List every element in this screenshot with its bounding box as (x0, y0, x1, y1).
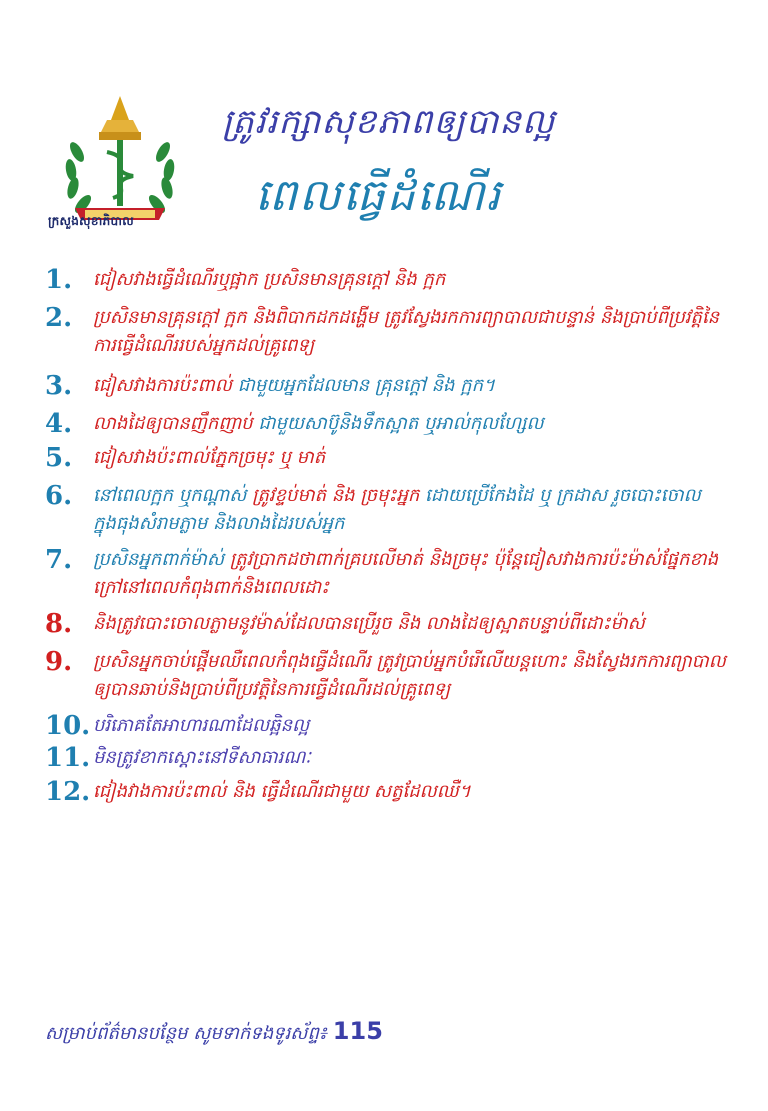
item-text (45, 648, 735, 704)
item-number: 6. (45, 481, 73, 511)
item-number: 8. (45, 609, 73, 639)
list-item (45, 610, 735, 638)
item-text (45, 266, 735, 294)
item-text (45, 482, 735, 538)
item-text-segment: នៅពេលក្អក ឬកណ្តាស់ (93, 485, 253, 506)
list-item (45, 744, 735, 772)
item-text-segment: ជៀសវាងប៉ះពាល់ភ្នែកច្រមុះ ឬ មាត់ (93, 447, 326, 468)
item-text-segment: ដោយប្រើកែងដៃ ឬ ក្រដាស រួចបោះចោលក្នុងធុងសំរាមភ្លាម និងលាងដៃរបស់អ្នក (93, 485, 701, 534)
item-text (45, 304, 735, 360)
item-number: 10. (45, 711, 91, 741)
item-number: 11. (45, 743, 91, 773)
item-number: 2. (45, 303, 73, 333)
hotline-number: 115 (332, 1017, 383, 1045)
advice-list (45, 258, 735, 806)
item-text-segment: ត្រូវខ្ទប់មាត់ និង ច្រមុះអ្នក (252, 485, 426, 506)
ministry-of-health-logo (55, 92, 185, 232)
item-text-segment: ជៀសវាងធ្វើដំណើរឬផ្អាក (93, 269, 264, 290)
item-text-segment: ប្រសិនអ្នកពាក់ម៉ាស់ (93, 549, 230, 570)
item-text (45, 610, 735, 638)
item-text-segment: ត្រូវស្វែងរកការព្យាបាលជាបន្ទាន់ និងប្រាប់ពីប្រវត្តិនៃការធ្វើដំណើររបស់អ្នកដល់គ្រូពេទ្យ (93, 307, 720, 356)
item-text-segment: ត្រូវប្រាកដថាពាក់គ្របលើមាត់ និងច្រមុះ ប៉ុន្តែជៀសវាងការប៉ះម៉ាស់ផ្នែកខាងក្រៅនៅពេលកំពុងពាក់និងពេលដោះ (93, 549, 719, 598)
item-text-segment: មិនត្រូវខាកស្តោះនៅទីសាធារណៈ (93, 747, 311, 768)
item-text-segment: ត្រូវប្រាប់អ្នកបំរើលើយន្តហោះ និងស្វែងរកការព្យាបាលឲ្យបានឆាប់និងប្រាប់ពីប្រវត្តិនៃការធ្វើដំណើរដល់គ្រូពេទ្យ (93, 651, 726, 700)
list-item (45, 444, 735, 472)
item-text (45, 444, 735, 472)
item-text (45, 372, 735, 400)
list-item (45, 372, 735, 400)
list-item (45, 482, 735, 538)
item-text-segment: ប្រសិនមានគ្រុនក្តៅ ក្អក និងពិបាកដកដង្ហើម (93, 307, 384, 328)
item-text (45, 778, 735, 806)
list-item (45, 546, 735, 602)
list-item (45, 410, 735, 438)
item-text-segment: បរិភោគតែអាហារណាដែលឆ្អិនល្អ (93, 715, 310, 736)
item-text-segment: ជាមួយសាប៊ូនិងទឹកស្អាត ឬអាល់កុលហ្សែល (258, 413, 544, 434)
item-number: 9. (45, 647, 73, 677)
list-item (45, 266, 735, 294)
item-text (45, 410, 735, 438)
item-text (45, 712, 735, 740)
item-number: 4. (45, 409, 73, 439)
title-line-2: ពេលធ្វើដំណើរ (255, 170, 503, 221)
item-number: 5. (45, 443, 73, 473)
footer-text: សម្រាប់ព័ត៌មានបន្ថែម សូមទាក់ទងទូរស័ព្ទ៖ (45, 1023, 327, 1044)
item-text-segment: ប្រសិនអ្នកចាប់ផ្តើមឈឺពេលកំពុងធ្វើដំណើរ (93, 651, 377, 672)
item-text-segment: ជាមួយអ្នកដែលមាន គ្រុនក្តៅ និង ក្អក។ (237, 375, 495, 396)
item-text-segment: ប្រសិនមានគ្រុនក្តៅ និង ក្អក (263, 269, 446, 290)
list-item (45, 304, 735, 360)
item-number: 7. (45, 545, 73, 575)
item-text-segment: ជៀសវាងការប៉ះពាល់ (93, 375, 238, 396)
list-item (45, 712, 735, 740)
item-text-segment: និងត្រូវបោះចោលភ្លាមនូវម៉ាស់ដែលបានប្រើរួច និង (93, 613, 426, 634)
title-line-1: ត្រូវរក្សាសុខភាពឲ្យបានល្អ (222, 102, 556, 142)
item-number: 3. (45, 371, 73, 401)
item-text-segment: លាងដៃឲ្យបានញឹកញាប់ (93, 413, 259, 434)
list-item (45, 648, 735, 704)
item-text-segment: ជៀងវាងការប៉ះពាល់ និង ធ្វើដំណើរជាមួយ សត្វដែលឈឺ។ (93, 781, 471, 802)
item-number: 12. (45, 777, 91, 807)
footer-contact (45, 1017, 725, 1048)
item-text (45, 744, 735, 772)
ministry-name: ក្រសួងសុខាភិបាល (48, 214, 134, 228)
list-item (45, 778, 735, 806)
item-text (45, 546, 735, 602)
item-text-segment: លាងដៃឲ្យស្អាតបន្ទាប់ពីដោះម៉ាស់ (425, 613, 645, 634)
item-number: 1. (45, 265, 73, 295)
